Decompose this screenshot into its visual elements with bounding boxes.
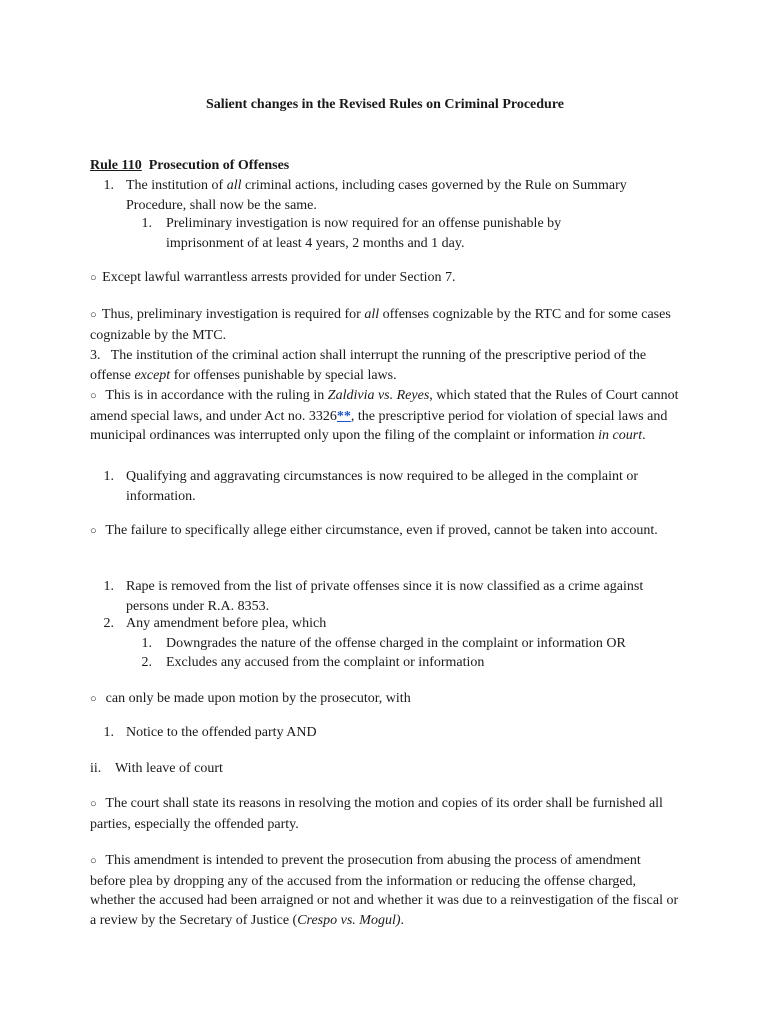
list-text: With leave of court bbox=[115, 761, 223, 776]
paragraph: ○ The failure to specifically allege either circumstance, even if proved, cannot be taken into account. bbox=[90, 523, 658, 538]
footnote-link[interactable]: ** bbox=[336, 408, 351, 424]
list-item bbox=[90, 176, 680, 215]
list-number: 1. bbox=[141, 636, 152, 651]
list-text: Notice to the offended party AND bbox=[126, 725, 317, 740]
list-item bbox=[90, 467, 680, 506]
list-number: ii. bbox=[90, 761, 102, 776]
paragraph: ○ Thus, preliminary investigation is required for all offenses cognizable by the RTC and for some cases cognizable by the MTC. bbox=[90, 307, 671, 343]
list-item bbox=[90, 214, 680, 253]
list-item bbox=[90, 577, 680, 616]
list-text: Rape is removed from the list of private offenses since it is now classified as a crime against persons under R.A. 8353. bbox=[126, 579, 644, 614]
list-item bbox=[90, 653, 680, 673]
list-number: 1. bbox=[103, 469, 114, 484]
paragraph: 3. The institution of the criminal action shall interrupt the running of the prescriptive period of the offense except for offenses punishable by special laws. bbox=[90, 348, 647, 383]
list-number: 1. bbox=[103, 579, 114, 594]
paragraph: ○ The court shall state its reasons in resolving the motion and copies of its order shall be furnished all parties, especially the offended party. bbox=[90, 796, 663, 832]
list-item bbox=[90, 614, 680, 634]
list-item bbox=[90, 759, 680, 779]
list-item bbox=[90, 634, 680, 654]
rule-number: Rule 110 bbox=[90, 158, 142, 173]
rule-heading bbox=[90, 156, 680, 176]
list-number: 2. bbox=[141, 655, 152, 670]
list-text: Downgrades the nature of the offense charged in the complaint or information OR bbox=[166, 636, 626, 651]
paragraph: ○ can only be made upon motion by the prosecutor, with bbox=[90, 691, 411, 706]
document-title: Salient changes in the Revised Rules on Criminal Procedure bbox=[205, 97, 565, 112]
list-text: Preliminary investigation is now required for an offense punishable by imprisonment of at least 4 years, 2 months and 1 day. bbox=[166, 216, 562, 251]
list-item bbox=[90, 723, 680, 743]
paragraph: ○ This amendment is intended to prevent the prosecution from abusing the process of amendment before plea by dropping any of the accused from the information or reducing the offense charged, whether the accused had been arraigned or not and whether it was due to a reinvestigation of the fiscal or a review by the Secretary of Justice (Crespo vs. Mogul). bbox=[90, 853, 679, 928]
paragraph: ○ Except lawful warrantless arrests provided for under Section 7. bbox=[90, 270, 456, 285]
list-number: 1. bbox=[141, 216, 152, 231]
list-number: 2. bbox=[103, 616, 114, 631]
list-text: Any amendment before plea, which bbox=[126, 616, 327, 631]
paragraph: ○ This is in accordance with the ruling in Zaldivia vs. Reyes, which stated that the Rules of Court cannot amend special laws, and under Act no. 3326**, the prescriptive period for violation of special laws and municipal ordinances was interrupted only upon the filing of the complaint or information in court. bbox=[90, 388, 679, 443]
list-number: 1. bbox=[103, 178, 114, 193]
list-number: 1. bbox=[103, 725, 114, 740]
list-text: The institution of all criminal actions, including cases governed by the Rule on Summary Procedure, shall now be the same. bbox=[126, 178, 627, 213]
list-text: Qualifying and aggravating circumstances is now required to be alleged in the complaint or information. bbox=[126, 469, 639, 504]
rule-title: Prosecution of Offenses bbox=[148, 158, 290, 173]
list-text: Excludes any accused from the complaint or information bbox=[166, 655, 485, 670]
